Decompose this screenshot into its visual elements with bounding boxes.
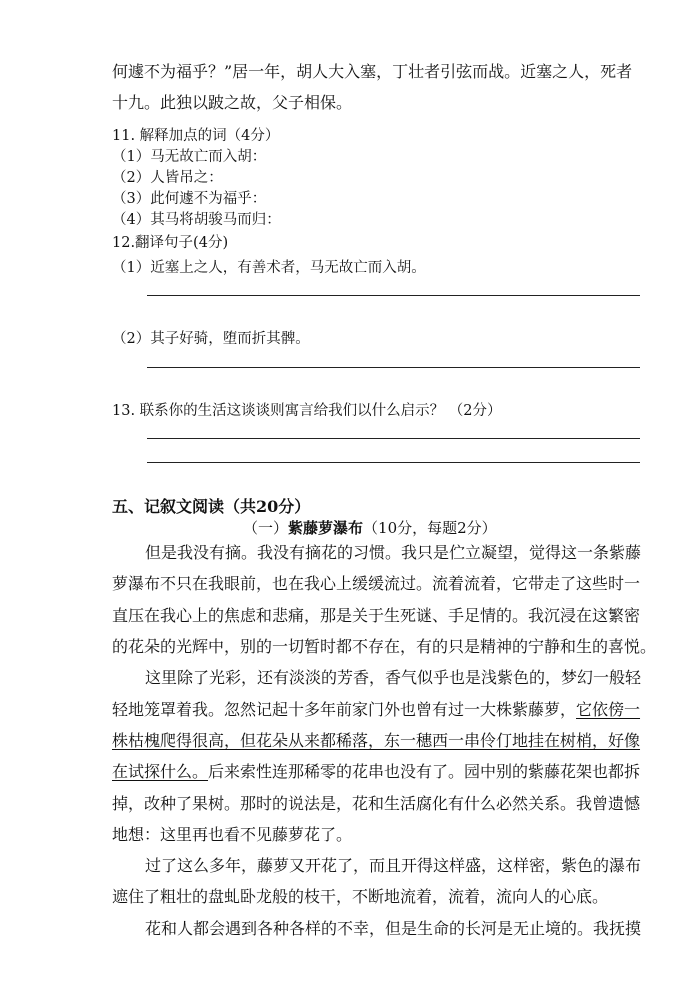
question-11-item: （3）此何遽不为福乎： bbox=[112, 191, 267, 207]
plain-text: 轻地笼罩着我。忽然记起十多年前家门外也曾有过一大株紫藤萝， bbox=[112, 700, 577, 719]
question-11-item: （2）人皆吊之： bbox=[112, 170, 223, 186]
answer-line bbox=[147, 462, 640, 463]
article-title: 紫藤萝瀑布 bbox=[288, 519, 364, 537]
paragraph-line: 的花朵的光辉中，别的一切暂时都不存在，有的只是精神的宁静和生的喜悦。 bbox=[112, 637, 657, 656]
passage-line: 何遽不为福乎？”居一年，胡人大入塞，丁壮者引弦而战。近塞之人，死者 bbox=[112, 62, 633, 81]
paragraph-line: 遮住了粗壮的盘虬卧龙般的枝干，不断地流着，流着，流向人的心底。 bbox=[112, 887, 609, 906]
question-11-item: （1）马无故亡而入胡： bbox=[112, 149, 267, 165]
question-12-item: （2）其子好骑，堕而折其髀。 bbox=[112, 331, 310, 347]
paragraph-line: 但是我没有摘。我没有摘花的习惯。我只是伫立凝望，觉得这一条紫藤 bbox=[145, 543, 642, 562]
answer-line bbox=[147, 367, 640, 368]
underlined-text: 它依傍一 bbox=[576, 700, 641, 719]
passage-line: 十九。此独以跛之故，父子相保。 bbox=[112, 93, 353, 112]
answer-line bbox=[147, 438, 640, 439]
underlined-text: 株枯槐爬得很高，但花朵从来都稀落，东一穗西一串伶仃地挂在树梢，好像 bbox=[112, 731, 641, 750]
paragraph-line: 过了这么多年，藤萝又开花了，而且开得这样盛，这样密，紫色的瀑布 bbox=[145, 856, 642, 875]
section-heading: 五、记叙文阅读（共20分） bbox=[112, 497, 311, 516]
paragraph-line bbox=[112, 759, 640, 782]
paragraph-line bbox=[112, 697, 640, 720]
paragraph-line: 花和人都会遇到各种各样的不幸，但是生命的长河是无止境的。我抚摸 bbox=[145, 919, 642, 938]
question-12-title: 12.翻译句子(4分) bbox=[112, 235, 229, 251]
question-12-item: （1）近塞上之人，有善术者，马无故亡而入胡。 bbox=[112, 260, 426, 276]
article-subtitle bbox=[243, 517, 497, 538]
question-11-title: 11. 解释加点的词（4分） bbox=[112, 128, 280, 144]
underlined-text: 在试探什么。 bbox=[112, 762, 209, 781]
paragraph-line: 直压在我心上的焦虑和悲痛，那是关于生死谜、手足情的。我沉浸在这繁密 bbox=[112, 606, 641, 625]
paragraph-line: 这里除了光彩，还有淡淡的芳香，香气似乎也是浅紫色的，梦幻一般轻 bbox=[145, 668, 642, 687]
paragraph-line: 掉，改种了果树。那时的说法是，花和生活腐化有什么必然关系。我曾遗憾 bbox=[112, 794, 641, 813]
question-13-title: 13. 联系你的生活这谈谈则寓言给我们以什么启示？ （2分） bbox=[112, 403, 502, 419]
question-11-item: （4）其马将胡骏马而归： bbox=[112, 212, 281, 228]
subtitle-score: （10分，每题2分） bbox=[363, 519, 497, 537]
paragraph-line: 萝瀑布不只在我眼前，也在我心上缓缓流过。流着流着，它带走了这些时一 bbox=[112, 574, 641, 593]
answer-line bbox=[147, 295, 640, 296]
subtitle-prefix: （一） bbox=[243, 519, 289, 537]
plain-text: 后来索性连那稀零的花串也没有了。园中别的紫藤花架也都拆 bbox=[208, 762, 641, 781]
paragraph-line: 地想：这里再也看不见藤萝花了。 bbox=[112, 825, 353, 844]
